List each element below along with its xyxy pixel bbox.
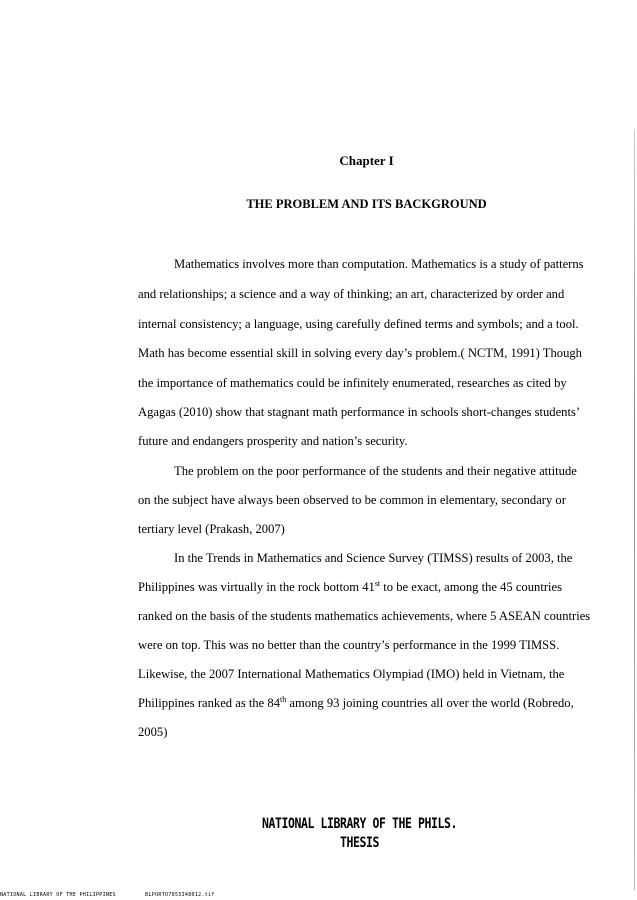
paragraph-line: internal consistency; a language, using carefully defined terms and symbols; and a tool.	[138, 317, 579, 331]
paragraph-line: future and endangers prosperity and nation’s security.	[138, 434, 408, 448]
line-text: to be exact, among the 45 countries	[380, 580, 563, 594]
chapter-heading: Chapter I	[339, 153, 394, 168]
chapter-title: THE PROBLEM AND ITS BACKGROUND	[246, 197, 487, 211]
paragraph-line: tertiary level (Prakash, 2007)	[138, 522, 285, 536]
ordinal-suffix: th	[280, 695, 287, 704]
paragraph-line	[138, 579, 562, 595]
paragraph-line: Mathematics involves more than computation. Mathematics is a study of patterns	[174, 257, 584, 271]
footer-library: NATIONAL LIBRARY OF THE PHILIPPINES	[0, 892, 116, 898]
line-text: among 93 joining countries all over the world (Robredo,	[286, 696, 574, 710]
scan-edge-divider	[634, 130, 635, 890]
scan-footer	[0, 892, 241, 898]
paragraph-line: Math has become essential skill in solving every day’s problem.( NCTM, 1991) Though	[138, 346, 582, 360]
library-stamp-line2: THESIS	[339, 835, 380, 851]
paragraph-line: The problem on the poor performance of the students and their negative attitude	[174, 464, 577, 478]
paragraph-line: were on top. This was no better than the country’s performance in the 1999 TIMSS.	[138, 638, 560, 652]
paragraph-line: the importance of mathematics could be infinitely enumerated, researches as cited by	[138, 376, 567, 390]
paragraph-line: on the subject have always been observed to be common in elementary, secondary or	[138, 493, 566, 507]
paragraph-line: 2005)	[138, 725, 168, 739]
line-text: Philippines ranked as the 84	[138, 696, 281, 710]
paragraph-line	[138, 695, 574, 711]
paragraph-line: ranked on the basis of the students mathematics achievements, where 5 ASEAN countries	[138, 609, 591, 623]
paragraph-line: Likewise, the 2007 International Mathematics Olympiad (IMO) held in Vietnam, the	[138, 667, 565, 681]
footer-filename: BLPORTO7053I48012.tif	[145, 892, 215, 898]
paragraph-line: In the Trends in Mathematics and Science Survey (TIMSS) results of 2003, the	[174, 551, 573, 565]
paragraph-line: Agagas (2010) show that stagnant math performance in schools short-changes students’	[138, 405, 581, 419]
line-text: Philippines was virtually in the rock bottom 41	[138, 580, 375, 594]
paragraph-line: and relationships; a science and a way of thinking; an art, characterized by order and	[138, 287, 565, 301]
ordinal-suffix: st	[374, 579, 381, 588]
library-stamp-line1: NATIONAL LIBRARY OF THE PHILS.	[261, 816, 458, 832]
